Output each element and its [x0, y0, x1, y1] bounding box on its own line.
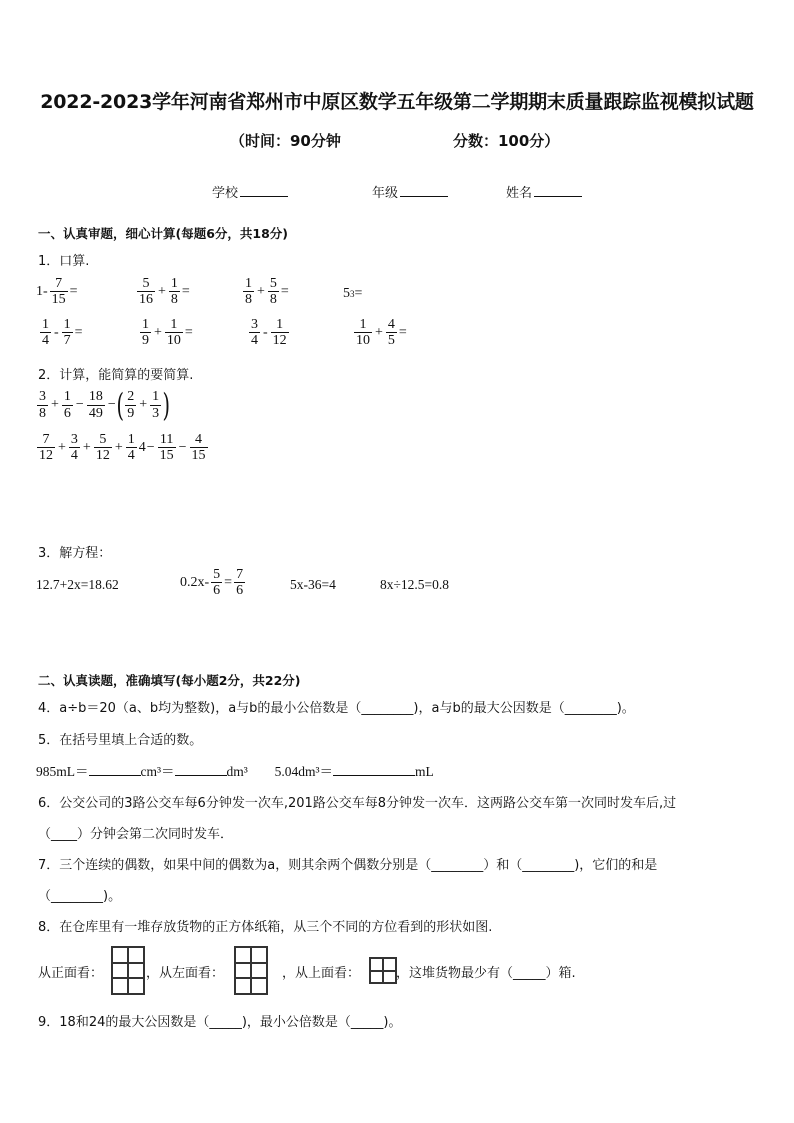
q1-item-4: 5 3 = [343, 286, 363, 301]
grade-label: 年级 [372, 186, 399, 201]
q8-left-label: ，从左面看： [146, 966, 225, 981]
q2-label: 2．计算，能简算的要简算. [38, 368, 194, 383]
q6-line-2: （____）分钟会第二次同时发车． [38, 827, 234, 842]
section1-heading: 一、认真审题，细心计算(每题6分，共18分) [38, 226, 289, 241]
q3-equation-1: 12.7+2x=18.62 [36, 577, 119, 592]
q8-front-view-grid [111, 946, 145, 995]
q5-conversion: 985mL＝ cm³＝ dm³ 5.04dm³＝ mL [36, 764, 434, 779]
q1-item-8: $\frac{1}{10}$ + $\frac{4}{5}$ = [356, 317, 407, 349]
q8-label: 8．在仓库里有一堆存放货物的正方体纸箱，从三个不同的方位看到的形状如图. [38, 920, 493, 935]
section2-heading: 二、认真读题，准确填写(每小题2分，共22分) [38, 673, 301, 688]
q7-line-1: 7．三个连续的偶数，如果中间的偶数为a，则其余两个偶数分别是（________）和（________)，它们的和是 [38, 858, 658, 873]
q9-text: 9．18和24的最大公因数是（_____)，最小公倍数是（_____)。 [38, 1015, 402, 1030]
q8-top-label: ，从上面看： [282, 966, 361, 981]
q2-expression-2: $\frac{7}{12}$ + $\frac{3}{4}$ + $\frac{5}{12}$ + $\frac{1}{4}$ 4 − $\frac{11}{15}$ − $\frac{4}{15}$ [39, 432, 206, 464]
grade-field[interactable] [372, 182, 448, 201]
q3-equation-2: 0.2x- $\frac{5}{6}$ = $\frac{7}{6}$ [180, 567, 244, 599]
q3-label: 3．解方程： [38, 546, 112, 561]
q8-question-end: ，这堆货物最少有（_____）箱. [396, 966, 576, 981]
exam-time: （时间：90分钟 [230, 132, 341, 150]
school-blank[interactable] [240, 184, 288, 197]
q1-item-5: $\frac{1}{4}$ - $\frac{1}{7}$ = [42, 317, 83, 349]
school-label: 学校 [212, 186, 239, 201]
q4-text: 4．a÷b＝20（a、b均为整数)，a与b的最小公倍数是（________)，a与b的最大公因数是（________)。 [38, 701, 635, 716]
q1-item-6: $\frac{1}{9}$ + $\frac{1}{10}$ = [142, 317, 193, 349]
school-field[interactable] [212, 182, 288, 201]
q7-line-2: （________)。 [38, 889, 122, 904]
page-title: 2022-2023学年河南省郑州市中原区数学五年级第二学期期末质量跟踪监视模拟试题 [40, 91, 754, 113]
grade-blank[interactable] [400, 184, 448, 197]
q1-item-1: 1- $\frac{7}{15}$ = [36, 276, 78, 308]
q6-line-1: 6．公交公司的3路公交车每6分钟发一次车,201路公交车每8分钟发一次车．这两路公交车第一次同时发车后,过 [38, 796, 677, 811]
q8-left-view-grid [234, 946, 268, 995]
name-field[interactable] [506, 182, 582, 201]
q1-item-7: $\frac{3}{4}$ - $\frac{1}{12}$ [251, 317, 287, 349]
q8-top-view-grid [369, 957, 397, 984]
q1-label: 1．口算. [38, 254, 90, 269]
name-label: 姓名 [506, 186, 533, 201]
q1-item-3: $\frac{1}{8}$ + $\frac{5}{8}$ = [245, 276, 289, 308]
q5-blank-1[interactable] [89, 763, 141, 776]
q5-blank-2[interactable] [175, 763, 227, 776]
exam-score: 分数：100分） [453, 132, 560, 150]
q1-item-2: $\frac{5}{16}$ + $\frac{1}{8}$ = [139, 276, 190, 308]
q8-front-label: 从正面看： [38, 966, 104, 981]
q3-equation-4: 8x÷12.5=0.8 [380, 577, 450, 592]
q2-expression-1: $\frac{3}{8}$ + $\frac{1}{6}$ − $\frac{18}{49}$ − ( $\frac{2}{9}$ + $\frac{1}{3}$ ) [39, 386, 171, 424]
q3-equation-3: 5x-36=4 [290, 577, 336, 592]
q5-label: 5．在括号里填上合适的数。 [38, 733, 203, 748]
q5-blank-3[interactable] [333, 763, 415, 776]
name-blank[interactable] [534, 184, 582, 197]
